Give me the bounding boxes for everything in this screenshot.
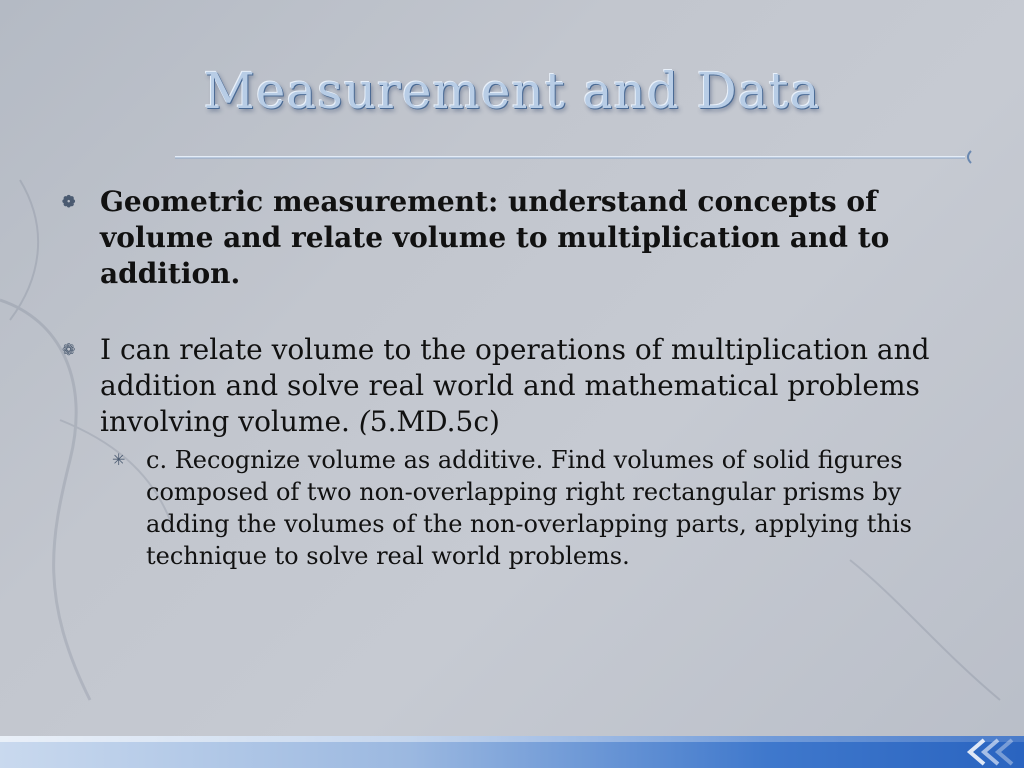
title-divider [175,150,975,164]
bullet-text: Geometric measurement: understand concepts of volume and relate volume to multiplication and to addition. [100,185,890,290]
flower-bullet-icon: ❁ [62,192,76,211]
bullet-item [62,332,972,440]
asterisk-bullet-icon: ✳ [112,450,126,469]
footer-bar [0,736,1024,768]
sub-bullet-item [62,444,972,572]
sub-bullet-text: c. Recognize volume as additive. Find volumes of solid figures composed of two non-overlapping right rectangular prisms by adding the volumes of the non-overlapping parts, applying this technique to solve real world problems. [146,446,912,570]
slide-body [62,184,972,572]
slide-title: Measurement and Data [203,62,821,120]
standard-code: 5.MD.5c) [369,405,500,438]
flower-bullet-icon: ❁ [62,340,76,359]
bullet-item [62,184,972,292]
bullet-text: I can relate volume to the operations of multiplication and addition and solve real world and mathematical problems involving volume. [100,333,930,438]
chevron-left-icon [954,738,1014,766]
bullet-paren: ( [358,405,370,438]
